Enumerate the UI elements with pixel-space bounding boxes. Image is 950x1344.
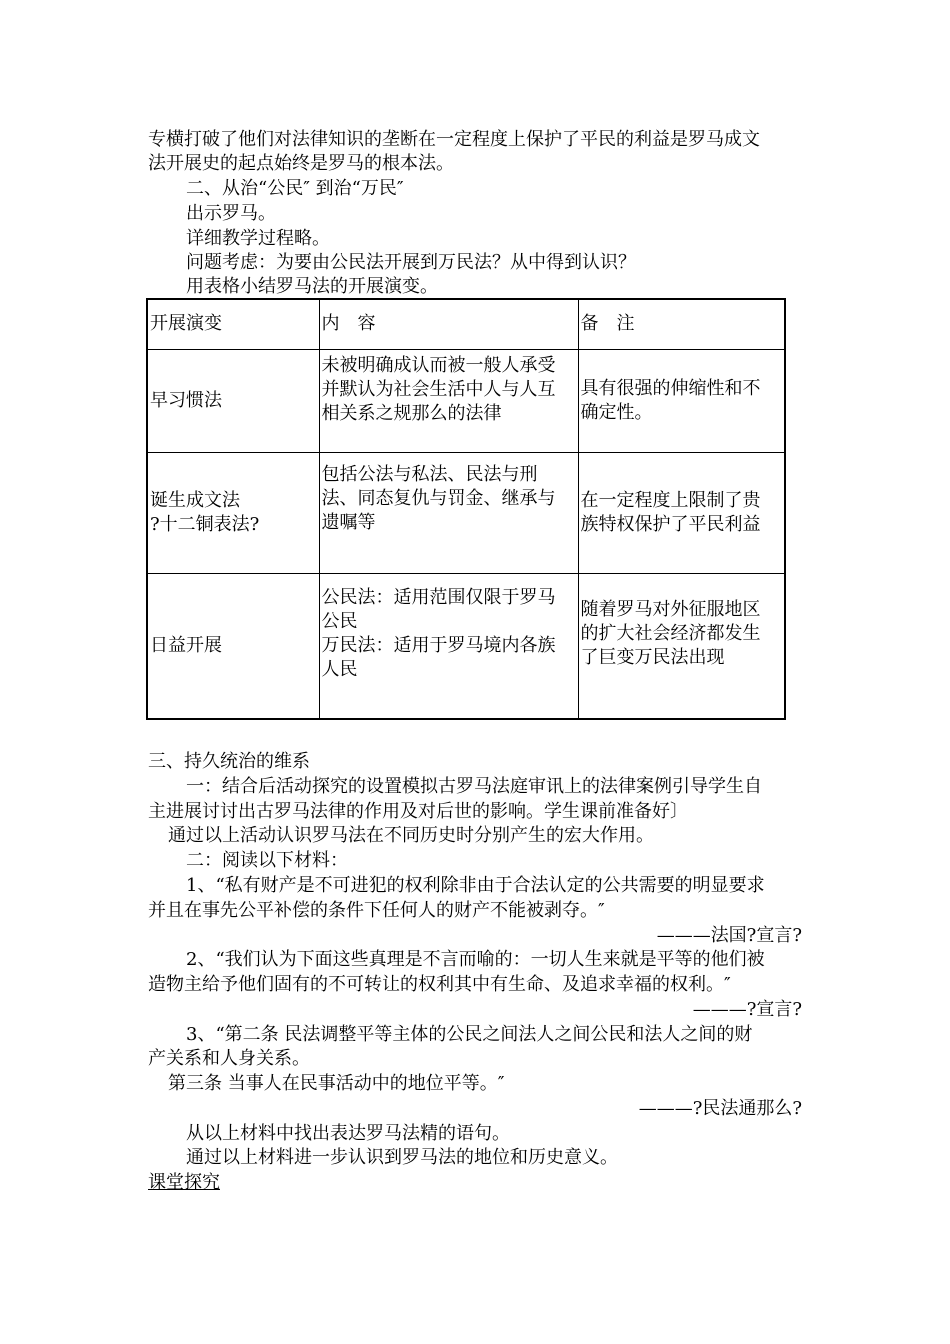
quote-source: ———法国?宣言? — [656, 925, 802, 946]
paragraph-line: 通过以上材料进一步认识到罗马法的地位和历史意义。 — [186, 1147, 618, 1168]
content-cell — [319, 452, 578, 573]
quote-line: 2、“我们认为下面这些真理是不言而喻的：一切人生来就是平等的他们被 — [186, 949, 765, 970]
quote-source: ———?宣言? — [692, 999, 802, 1020]
quote-line: 并且在事先公平补偿的条件下任何人的财产不能被剥夺。″ — [148, 900, 605, 921]
quote-line: 产关系和人身关系。 — [148, 1048, 310, 1069]
stage-cell — [147, 452, 319, 573]
stage-text: 诞生成文法 — [150, 489, 240, 511]
classroom-inquiry-link[interactable]: 课堂探究 — [148, 1172, 220, 1193]
content-text: 遗嘱等 — [321, 511, 376, 533]
paragraph-line: 二：阅读以下材料： — [186, 850, 348, 871]
stage-cell — [147, 349, 319, 452]
content-text: 并默认为社会生活中人与人互 — [321, 378, 556, 400]
table-row — [147, 573, 785, 719]
quote-line: 造物主给予他们固有的不可转让的权利其中有生命、及追求幸福的权利。″ — [148, 974, 731, 995]
paragraph-line: 一：结合后活动探究的设置模拟古罗马法庭审讯上的法律案例引导学生自 — [186, 776, 762, 797]
paragraph-line: 法开展史的起点始终是罗马的根本法。 — [148, 153, 454, 174]
note-cell — [578, 573, 785, 719]
stage-text: ?十二铜表法? — [150, 513, 260, 535]
table-header-row — [147, 299, 785, 349]
table-header-cell: 开展演变 — [147, 299, 319, 349]
table-header-cell: 内 容 — [319, 299, 578, 349]
content-text: 万民法：适用于罗马境内各族 — [321, 634, 556, 656]
content-text: 包括公法与私法、民法与刑 — [321, 463, 538, 485]
note-text: 确定性。 — [580, 401, 653, 423]
quote-source: ———?民法通那么? — [638, 1098, 802, 1119]
note-text: 了巨变万民法出现 — [580, 646, 725, 668]
paragraph-line: 详细教学过程略。 — [186, 228, 330, 249]
note-text: 的扩大社会经济都发生 — [580, 622, 761, 644]
content-text: 公民法：适用范围仅限于罗马 — [321, 586, 556, 608]
paragraph-line: 通过以上活动认识罗马法在不同历史时分别产生的宏大作用。 — [168, 825, 654, 846]
content-text: 公民 — [321, 610, 358, 632]
content-cell — [319, 349, 578, 452]
quote-line: 3、“第二条 民法调整平等主体的公民之间法人之间公民和法人之间的财 — [186, 1024, 753, 1045]
paragraph-line: 问题考虑：为要由公民法开展到万民法？从中得到认识？ — [186, 252, 636, 273]
note-text: 在一定程度上限制了贵 — [580, 489, 761, 511]
content-text: 相关系之规那么的法律 — [321, 402, 502, 424]
note-cell — [578, 452, 785, 573]
paragraph-line: 主进展讨讨出古罗马法律的作用及对后世的影响。学生课前准备好〕 — [148, 801, 688, 822]
content-text: 人民 — [321, 658, 358, 680]
paragraph-line: 用表格小结罗马法的开展演变。 — [186, 276, 438, 297]
quote-line: 1、“私有财产是不可进犯的权利除非由于合法认定的公共需要的明显要求 — [186, 875, 765, 896]
section-heading: 二、从治“公民″ 到治“万民″ — [186, 178, 404, 199]
table-header-cell: 备 注 — [578, 299, 785, 349]
paragraph-line: 专横打破了他们对法律知识的垄断在一定程度上保护了平民的利益是罗马成文 — [148, 129, 760, 150]
stage-text: 日益开展 — [150, 634, 222, 656]
stage-text: 早习惯法 — [150, 389, 222, 411]
note-text: 族特权保护了平民利益 — [580, 513, 761, 535]
content-text: 法、同态复仇与罚金、继承与 — [321, 487, 556, 509]
note-text: 随着罗马对外征服地区 — [580, 598, 761, 620]
stage-cell — [147, 573, 319, 719]
roman-law-evolution-table — [146, 298, 786, 720]
content-text: 未被明确成认而被一般人承受 — [321, 354, 556, 376]
note-text: 具有很强的伸缩性和不 — [580, 377, 761, 399]
section-heading: 三、持久统治的维系 — [148, 751, 310, 772]
paragraph-line: 出示罗马。 — [186, 203, 276, 224]
quote-line: 第三条 当事人在民事活动中的地位平等。″ — [168, 1073, 505, 1094]
content-cell — [319, 573, 578, 719]
table-row — [147, 452, 785, 573]
note-cell — [578, 349, 785, 452]
table-row — [147, 349, 785, 452]
paragraph-line: 从以上材料中找出表达罗马法精的语句。 — [186, 1123, 510, 1144]
